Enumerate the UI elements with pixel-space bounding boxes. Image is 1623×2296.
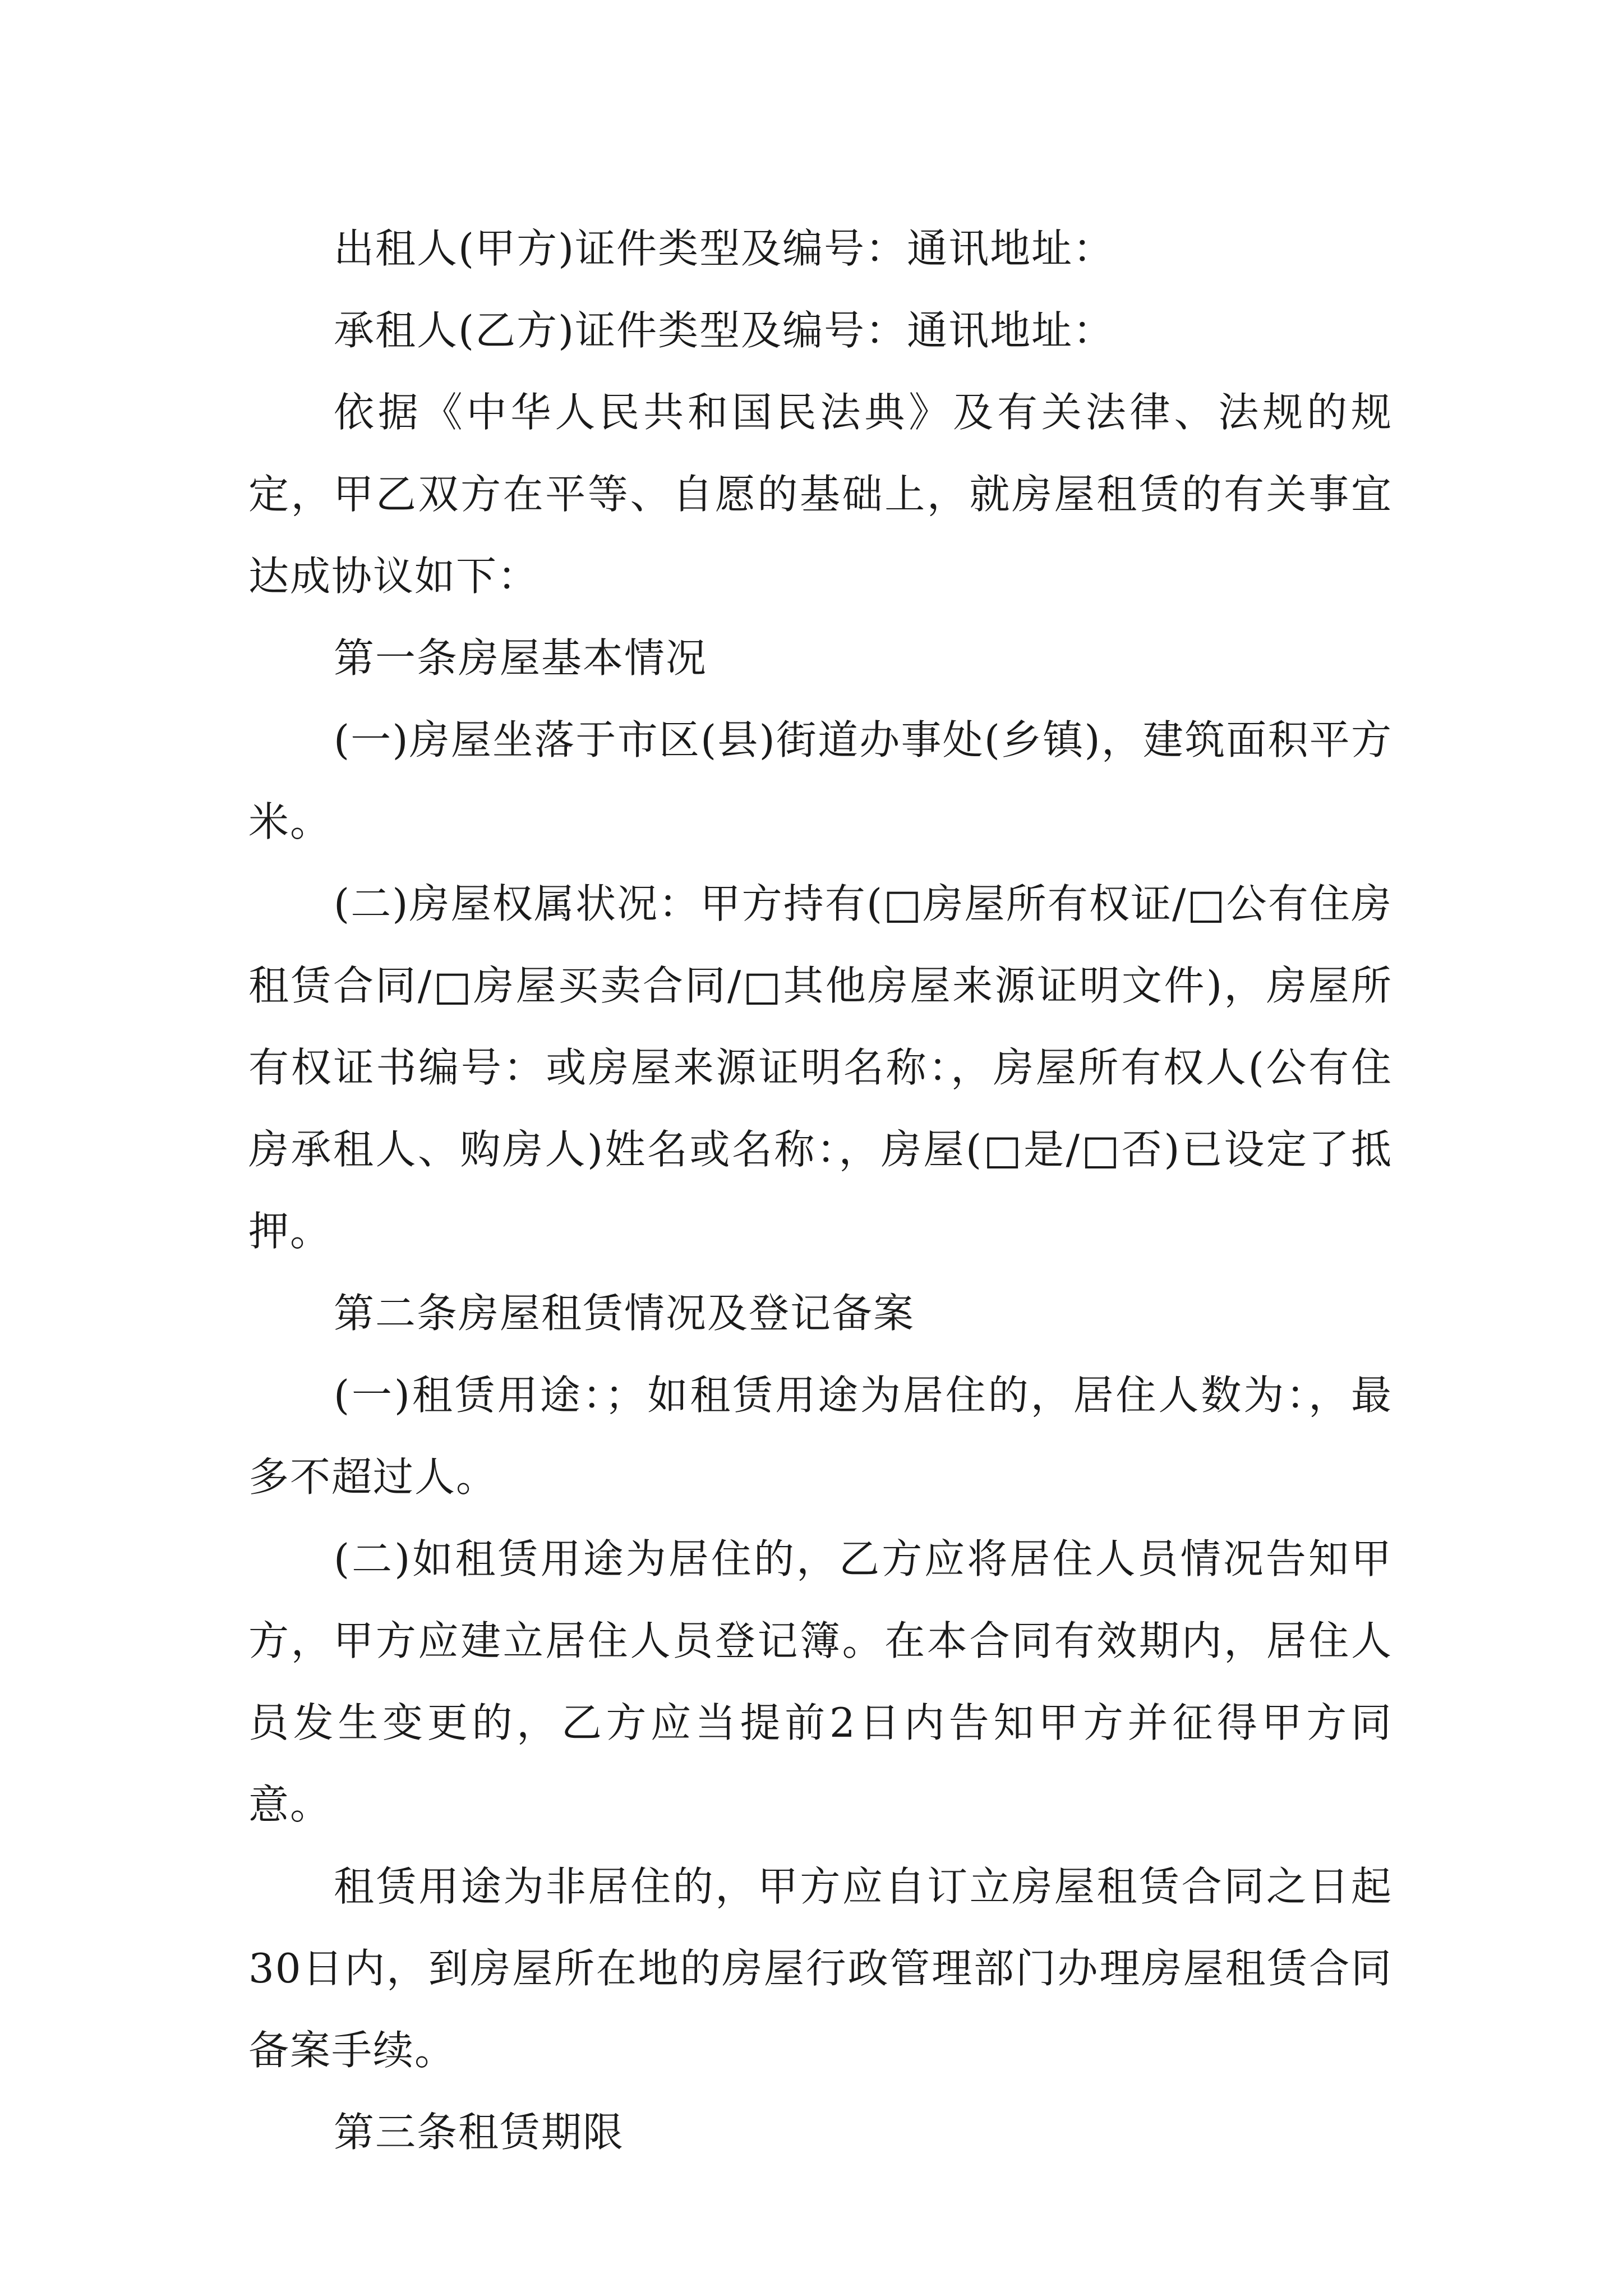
article-3-heading: 第三条租赁期限 — [334, 2109, 625, 2156]
article-1-clause-1: (一)房屋坐落于市区(县)街道办事处(乡镇)，建筑面积平方米。 — [248, 716, 1393, 845]
article-2-clause-2: (二)如租赁用途为居住的，乙方应将居住人员情况告知甲方，甲方应建立居住人员登记簿。在本合同有效期内，居住人员发生变更的，乙方应当提前2日内告知甲方并征得甲方同意。 — [248, 1535, 1393, 1828]
article-1-clause-2: (二)房屋权属状况：甲方持有(□房屋所有权证/□公有住房租赁合同/□房屋买卖合同/□其他房屋来源证明文件)，房屋所有权证书编号：或房屋来源证明名称：，房屋所有权人(公有住房承租人、购房人)姓名或名称：，房屋(□是/□否)已设定了抵押。 — [248, 880, 1393, 1255]
paragraph-legal-basis: 依据《中华人民共和国民法典》及有关法律、法规的规定，甲乙双方在平等、自愿的基础上，就房屋租赁的有关事宜达成协议如下： — [248, 389, 1393, 600]
article-2-heading: 第二条房屋租赁情况及登记备案 — [334, 1290, 915, 1337]
paragraph-lessor-info: 出租人(甲方)证件类型及编号：通讯地址： — [334, 225, 1115, 272]
article-1-heading: 第一条房屋基本情况 — [334, 634, 708, 682]
document-body — [248, 208, 1393, 2173]
article-2-non-residential: 租赁用途为非居住的，甲方应自订立房屋租赁合同之日起30日内，到房屋所在地的房屋行政管理部门办理房屋租赁合同备案手续。 — [248, 1863, 1393, 2074]
paragraph-lessee-info: 承租人(乙方)证件类型及编号：通讯地址： — [334, 307, 1115, 354]
article-2-clause-1: (一)租赁用途：；如租赁用途为居住的，居住人数为：，最多不超过人。 — [248, 1372, 1393, 1501]
